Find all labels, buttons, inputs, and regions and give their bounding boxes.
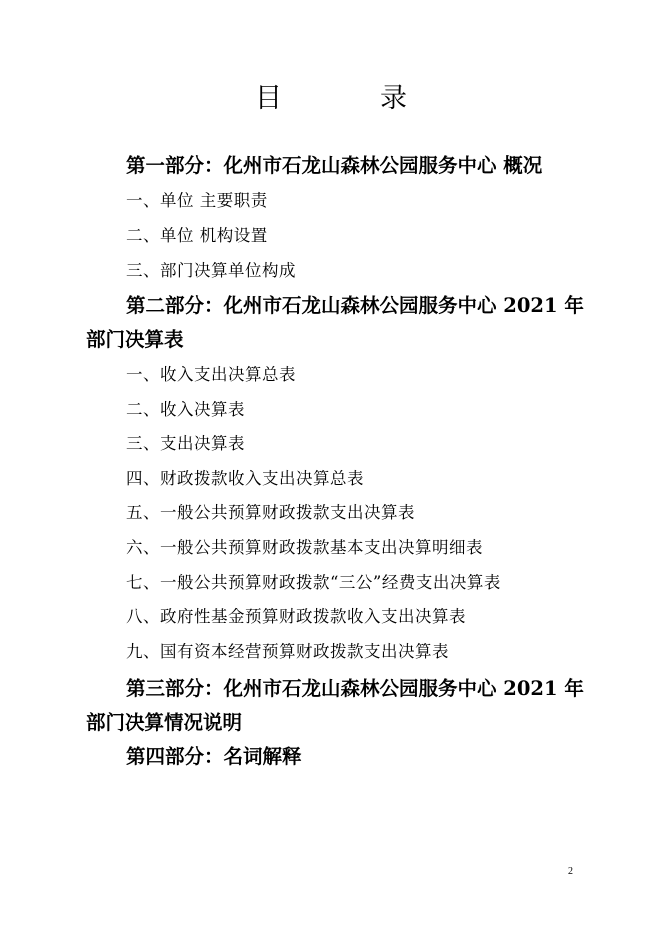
part4-heading[interactable]: 第四部分：名词解释: [126, 745, 302, 768]
part1-item-3[interactable]: 三、部门决算单位构成: [126, 261, 296, 280]
part2-item-9[interactable]: 九、国有资本经营预算财政拨款支出决算表: [126, 642, 449, 661]
part2-item-6[interactable]: 六、一般公共预算财政拨款基本支出决算明细表: [126, 538, 483, 557]
part1-heading[interactable]: 第一部分：化州市石龙山森林公园服务中心 概况: [126, 154, 543, 177]
part2-item-3[interactable]: 三、支出决算表: [126, 434, 245, 453]
part2-item-4[interactable]: 四、财政拨款收入支出决算总表: [126, 469, 364, 488]
part1-item-1[interactable]: 一、单位 主要职责: [126, 191, 268, 210]
toc-title-left: 目: [255, 83, 282, 114]
part3-heading-line2[interactable]: 部门决算情况说明: [86, 711, 243, 734]
page-number: 2: [568, 866, 573, 877]
part2-item-7[interactable]: 七、一般公共预算财政拨款“三公”经费支出决算表: [126, 573, 501, 592]
part1-item-2[interactable]: 二、单位 机构设置: [126, 226, 268, 245]
toc-title: [0, 82, 662, 116]
toc-title-right: 录: [380, 83, 407, 114]
part2-item-8[interactable]: 八、政府性基金预算财政拨款收入支出决算表: [126, 607, 466, 626]
part2-item-5[interactable]: 五、一般公共预算财政拨款支出决算表: [126, 503, 415, 522]
part3-heading-line1[interactable]: 第三部分：化州市石龙山森林公园服务中心 2021 年: [126, 677, 584, 700]
part2-item-2[interactable]: 二、收入决算表: [126, 400, 245, 419]
part2-item-1[interactable]: 一、收入支出决算总表: [126, 365, 296, 384]
part2-heading-line2[interactable]: 部门决算表: [86, 328, 184, 351]
part2-heading-line1[interactable]: 第二部分：化州市石龙山森林公园服务中心 2021 年: [126, 294, 584, 317]
